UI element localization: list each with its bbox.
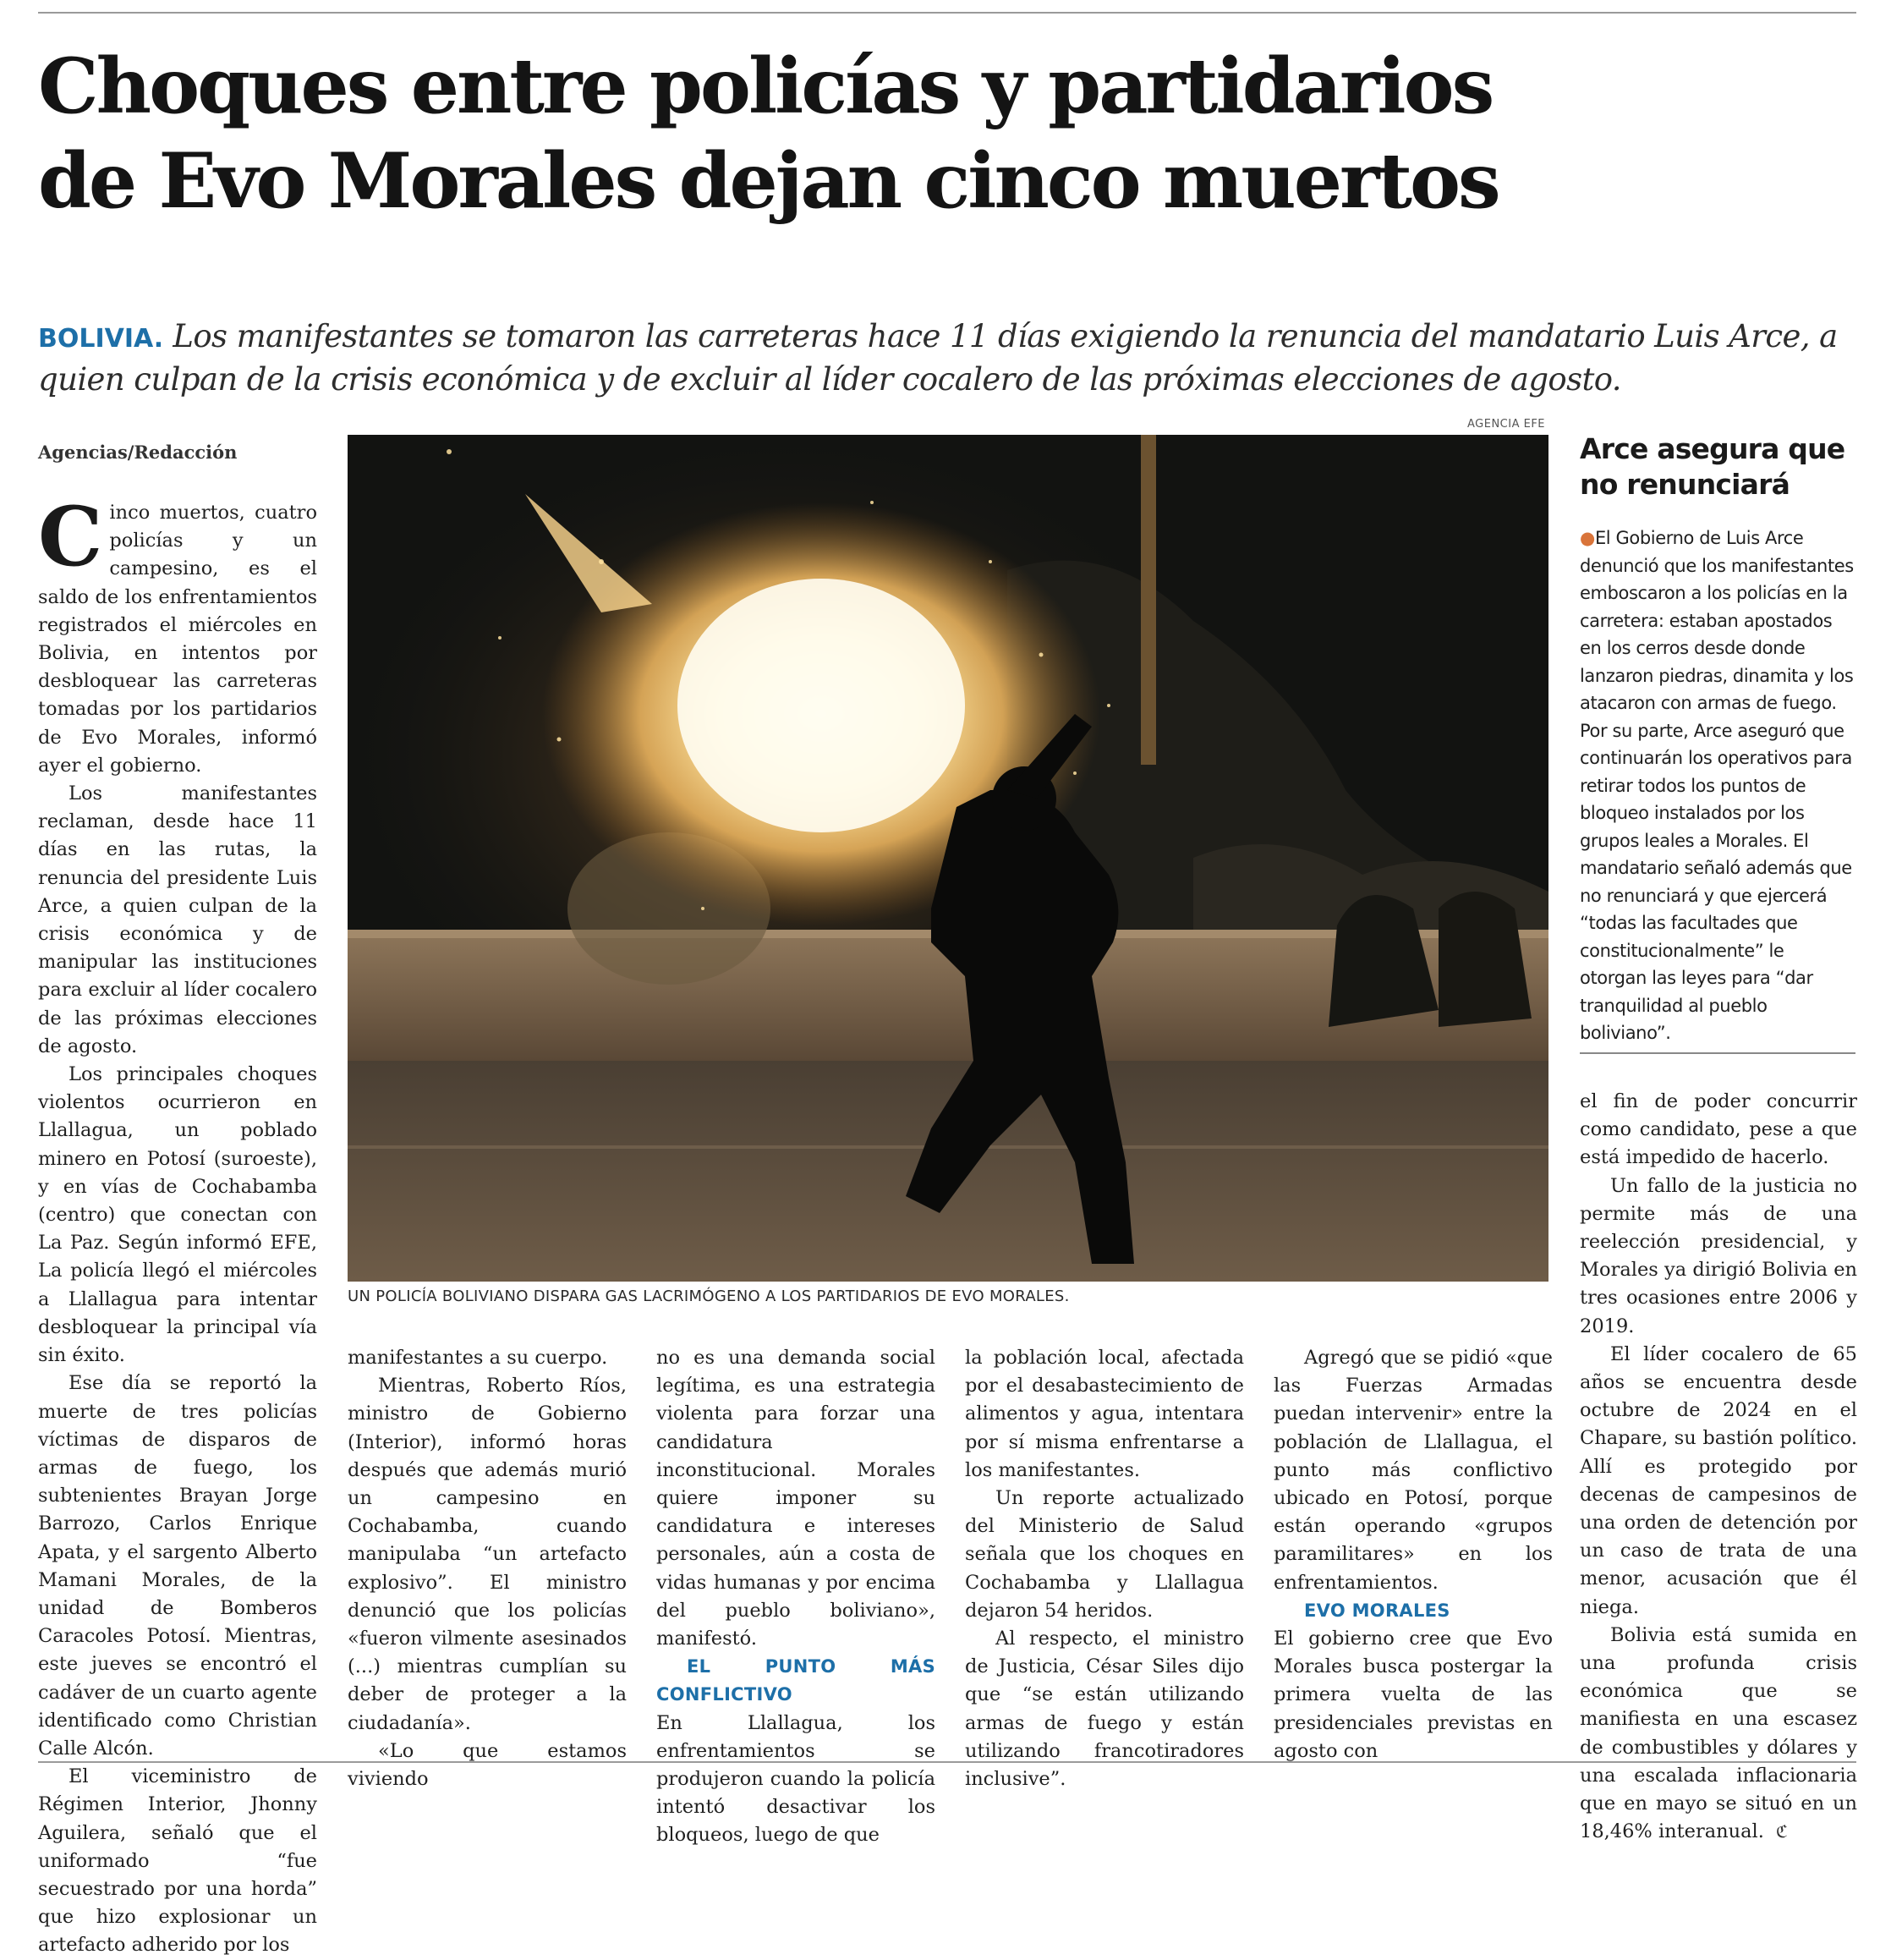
headline	[38, 39, 1856, 228]
byline: Agencias/Redacción	[38, 442, 238, 463]
paragraph: «Lo que estamos viviendo	[348, 1739, 627, 1791]
paragraph: En Llallagua, los enfrentamientos se produjeron cuando la policía intentó desactivar los bloqueos, luego de que	[656, 1711, 935, 1847]
deck	[38, 316, 1848, 400]
sidebar-body	[1580, 524, 1855, 1047]
sidebar-title: Arce asegura que no renunciará	[1580, 432, 1845, 501]
paragraph: Un fallo de la justicia no permite más de una reelección presidencial, y Morales ya dirigió Bolivia en tres ocasiones entre 2006 y 2019.	[1580, 1174, 1857, 1337]
paragraph: Al respecto, el ministro de Justicia, César Siles dijo que “se están utilizando armas de fuego y están utilizando francotiradores inclusive”.	[965, 1628, 1244, 1791]
paragraph: Los principales choques violentos ocurrieron en Llallagua, un poblado minero en Potosí (suroeste), y en vías de Cochabamba (centro) que conectan con La Paz. Según informó EFE, La policía llegó el miércoles a Llallagua para intentar desbloquear la principal vía sin éxito.	[38, 1063, 317, 1367]
paragraph: El líder cocalero de 65 años se encuentra desde octubre de 2024 en el Chapare, su bastión político. Allí es protegido por decenas de campesinos de una orden de detención por un caso de trata de una menor, acusación que él niega.	[1580, 1342, 1857, 1618]
article-column-6	[1580, 1088, 1857, 1846]
article-column-2	[348, 1344, 627, 1793]
subhead-punto-conflictivo: EL PUNTO MÁS CONFLICTIVO	[656, 1656, 935, 1705]
paragraph: no es una demanda social legítima, es una estrategia violenta para forzar una candidatura inconstitucional. Morales quiere imponer su candidatura e intereses personales, aún a costa de vidas humanas y por encima del pueblo boliviano», manifestó.	[656, 1347, 935, 1650]
article-column-1	[38, 489, 317, 1960]
paragraph: el fin de poder concurrir como candidato, pese a que está impedido de hacerlo.	[1580, 1090, 1857, 1169]
lead-paragraph: Cinco muertos, cuatro policías y un campesino, es el saldo de los enfrentamientos registrados el miércoles en Bolivia, en intentos por desbloquear las carreteras tomadas por los partidarios de Evo Morales, informó ayer el gobierno.	[38, 489, 317, 777]
end-mark-icon: ℭ	[1775, 1821, 1788, 1842]
headline-line-2: de Evo Morales dejan cinco muertos	[38, 136, 1499, 226]
photo-illustration	[348, 435, 1548, 1282]
top-rule	[38, 12, 1856, 14]
bottom-rule	[38, 1761, 1856, 1763]
paragraph: Agregó que se pidió «que las Fuerzas Armadas puedan intervenir» entre la población de Llallagua, el punto más conflictivo ubicado en Potosí, porque están operando «grupos paramilitares» en los enfrentamientos.	[1274, 1347, 1553, 1594]
article-column-3	[656, 1344, 935, 1850]
sidebar-divider	[1580, 1052, 1855, 1054]
paragraph: Un reporte actualizado del Ministerio de Salud señala que los choques en Cochabamba y Llallagua dejaron 54 heridos.	[965, 1487, 1244, 1622]
sidebar-text: El Gobierno de Luis Arce denunció que los manifestantes emboscaron a los policías en la carretera: estaban apostados en los cerros desde donde lanzaron piedras, dinamita y los atacaron con armas de fuego. Por su parte, Arce aseguró que continuarán los operativos para retirar todos los puntos de bloqueo instalados por los grupos leales a Morales. El mandatario señaló además que no renunciará y que ejercerá “todas las facultades que constitucionalmente” le otorgan las leyes para “dar tranquilidad al pueblo boliviano”.	[1580, 528, 1854, 1043]
subhead-evo-morales: EVO MORALES	[1304, 1600, 1450, 1621]
paragraph: Ese día se reportó la muerte de tres policías víctimas de disparos de armas de fuego, los subtenientes Brayan Jorge Barrozo, Carlos Enrique Apata, y el sargento Alberto Mamani Morales, de la unidad de Bomberos Caracoles Potosí. Mientras, este jueves se encontró el cadáver de un cuarto agente identificado como Christian Calle Alcón.	[38, 1372, 317, 1760]
paragraph: Los manifestantes reclaman, desde hace 11 días en las rutas, la renuncia del presidente Luis Arce, a quien culpan de la crisis económica y de manipular las instituciones para excluir al líder cocalero de las próximas elecciones de agosto.	[38, 782, 317, 1057]
deck-kicker: BOLIVIA.	[38, 324, 164, 354]
deck-text: Los manifestantes se tomaron las carreteras hace 11 días exigiendo la renuncia del mandatario Luis Arce, a quien culpan de la crisis económica y de excluir al líder cocalero de las próximas elecciones de agosto.	[38, 318, 1838, 398]
paragraph: Bolivia está sumida en una profunda crisis económica que se manifiesta en una escasez de combustibles y dólares y una escalada inflacionaria que en mayo se situó en un 18,46% interanual. ℭ	[1580, 1623, 1857, 1843]
photo-credit: AGENCIA EFE	[1467, 418, 1546, 431]
news-photo	[348, 435, 1548, 1282]
photo-caption: UN POLICÍA BOLIVIANO DISPARA GAS LACRIMÓGENO A LOS PARTIDARIOS DE EVO MORALES.	[348, 1287, 1070, 1305]
article-column-4	[965, 1344, 1244, 1793]
paragraph: manifestantes a su cuerpo.	[348, 1347, 608, 1369]
headline-line-1: Choques entre policías y partidarios	[38, 41, 1493, 131]
paragraph: la población local, afectada por el desabastecimiento de alimentos y agua, intentara por sí misma enfrentarse a los manifestantes.	[965, 1347, 1244, 1481]
bullet-icon: ●	[1580, 528, 1595, 548]
article-column-5	[1274, 1344, 1553, 1765]
paragraph: El gobierno cree que Evo Morales busca postergar la primera vuelta de las presidenciales previstas en agosto con	[1274, 1628, 1553, 1762]
paragraph: Mientras, Roberto Ríos, ministro de Gobierno (Interior), informó horas después que además murió un campesino en Cochabamba, cuando manipulaba “un artefacto explosivo”. El ministro denunció que los policías «fueron vilmente asesinados (...) mientras cumplían su deber de proteger a la ciudadanía».	[348, 1375, 627, 1734]
paragraph: El viceministro de Régimen Interior, Jhonny Aguilera, señaló que el uniformado “fue secuestrado por una horda” que hizo explosionar un artefacto adherido por los	[38, 1765, 317, 1957]
drop-cap: C	[38, 489, 103, 585]
